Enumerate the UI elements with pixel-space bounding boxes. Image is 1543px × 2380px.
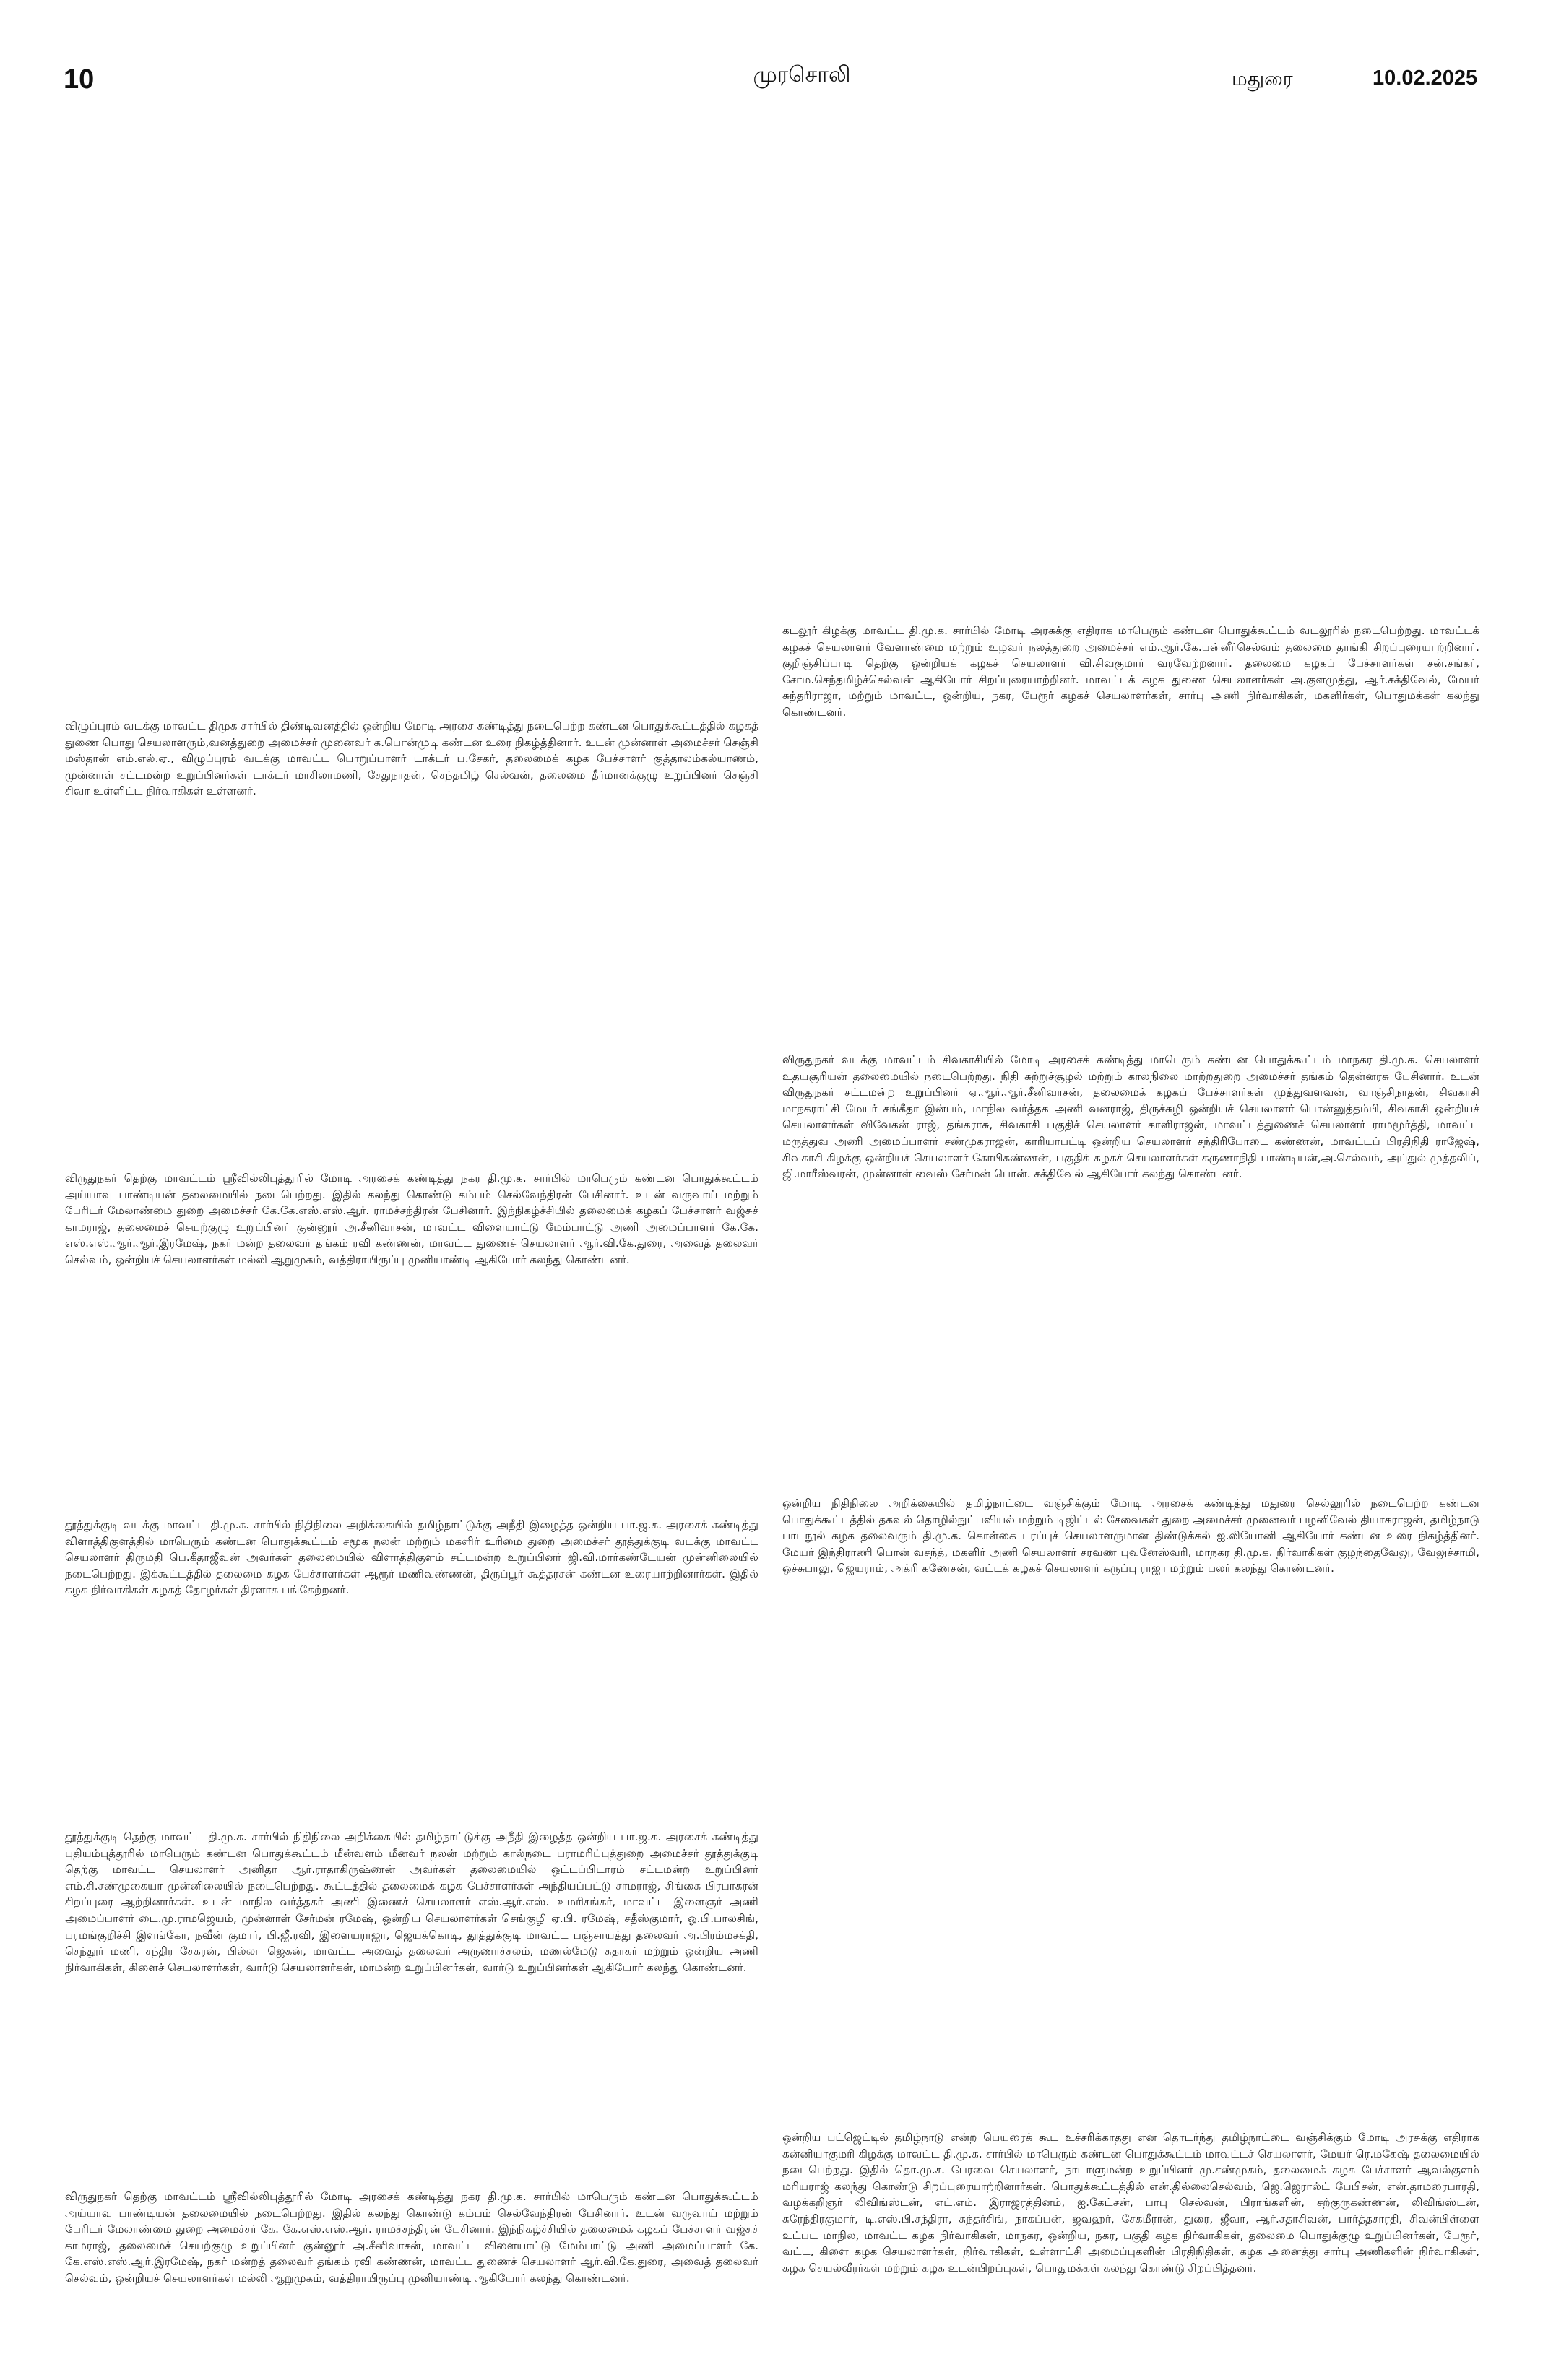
caption-virudhunagar-south-1: விருதுநகர் தெற்கு மாவட்டம் ஸ்ரீவில்லிபுத்தூரில் மோடி அரசைக் கண்டித்து நகர தி.மு.க. சார்பில் மாபெரும் கண்டன பொதுக்கூட்டம் அய்யாவு பாண்டியன் தலைமையில் நடைபெற்றது. இதில் கலந்து கொண்டு கம்பம் செல்வேந்திரன் பேசினார். உடன் வருவாய் மற்றும் பேரிடர் மேலாண்மை துறை அமைச்சர் கே.கே.எஸ்.எஸ்.ஆர். ராமச்சந்திரன் பேசினார். இந்நிகழ்ச்சியில் தலைமைக் கழகப் பேச்சாளர் வஜ்சுச் காமராஜ், தலைமைச் செயற்குழு உறுப்பினர் குன்னூர் அ.சீனிவாசன், மாவட்ட விளையாட்டு மேம்பாட்டு அணி அமைப்பாளர் கே.கே. எஸ்.எஸ்.ஆர்.ஆர்.இரமேஷ், நகர் மன்ற தலைவர் தங்கம் ரவி கண்ணன், மாவட்ட துணைச் செயலாளர் ஆர்.வி.கே.துரை, அவைத் தலைவர் செல்வம், ஒன்றியச் செயலாளர்கள் மல்லி ஆறுமுகம், வத்திராயிருப்பு முனியாண்டி ஆகியோர் கலந்து கொண்டனர். [65,1172,758,1266]
caption-cuddalore-east: கடலூர் கிழக்கு மாவட்ட தி.மு.க. சார்பில் மோடி அரசுக்கு எதிராக மாபெரும் கண்டன பொதுக்கூட்டம் வடலூரில் நடைபெற்றது. மாவட்டக் கழகச் செயலாளர் வேளாண்மை மற்றும் உழவர் நலத்துறை அமைச்சர் எம்.ஆர்.கே.பன்னீர்செல்வம் தலைமை தாங்கி சிறப்புரையாற்றினார். குறிஞ்சிப்பாடி தெற்கு ஒன்றியக் கழகச் செயலாளர் வி.சிவகுமார் வரவேற்றனார். தலைமை கழகப் பேச்சாளர்கள் சன்.சங்கர், சோம.செந்தமிழ்ச்செல்வன் ஆகியோர் சிறப்புரையாற்றினர். மாவட்டக் கழக துணை செயலாளர்கள் அ.குளமுத்து, ஆர்.சக்திவேல், மேயர் சுந்தரிராஜா, மற்றும் மாவட்ட, ஒன்றிய, நகர, பேரூர் கழகச் செயலாளர்கள், சார்பு அணி நிர்வாகிகள், மகளிர்கள், பொதுமக்கள் கலந்து கொண்டனர். [782,624,1479,719]
caption-virudhunagar-north: விருதுநகர் வடக்கு மாவட்டம் சிவகாசியில் மோடி அரசைக் கண்டித்து மாபெரும் கண்டன பொதுக்கூட்டம் மாநகர தி.மு.க. செயலாளர் உதயசூரியன் தலைமையில் நடைபெற்றது. நிதி சுற்றுச்சூழல் மற்றும் காலநிலை மாற்றதுறை அமைச்சர் தங்கம் தென்னரசு பேசினார். உடன் விருதுநகர் சட்டமன்ற உறுப்பினர் ஏ.ஆர்.ஆர்.சீனிவாசன், தலைமைக் கழகப் பேச்சாளர்கள் முத்துவளவன், வாஞ்சிநாதன், சிவகாசி மாநகராட்சி மேயர் சங்கீதா இன்பம், மாநில வர்த்தக அணி வனராஜ், திருச்சுழி ஒன்றியச் செயலாளர் பொன்னுத்தம்பி, சிவகாசி ஒன்றியச் செயலாளர்கள் விவேகன் ராஜ், தங்கராசு, சிவகாசி பகுதிச் செயலாளர் காளிராஜன், மாவட்டத்துணைச் செயலாளர் ராமமூர்த்தி, மாவட்ட மருத்துவ அணி அமைப்பாளர் சண்முகராஜன், காரியாபட்டி ஒன்றிய செயலாளர் சந்திரிபோடை கண்ணன், மாவட்டப் பிரதிநிதி ராஜேஷ், சிவகாசி கிழக்கு ஒன்றியச் செயலாளர் கோபிகண்ணன், பகுதிக் கழகச் செயலாளர்கள் கருணாநிதி பாண்டியன்,அ.செல்வம், அப்துல் முத்தலிப், ஜி.மாரீஸ்வரன், முன்னாள் வைஸ் சேர்மன் பொன். சக்திவேல் ஆகியோர் கலந்து கொண்டனர். [782,1053,1479,1181]
caption-virudhunagar-south-2: விருதுநகர் தெற்கு மாவட்டம் ஸ்ரீவில்லிபுத்தூரில் மோடி அரசைக் கண்டித்து நகர தி.மு.க. சார்பில் மாபெரும் கண்டன பொதுக்கூட்டம் அய்யாவு பாண்டியன் தலைமையில் நடைபெற்றது. இதில் கலந்து கொண்டு கம்பம் செல்வேந்திரன் பேசினார். உடன் வருவாய் மற்றும் பேரிடர் மேலாண்மை துறை அமைச்சர் கே. கே.எஸ்.எஸ்.ஆர். ராமச்சந்திரன் பேசினார். இந்நிகழ்ச்சியில் தலைமைக் கழகப் பேச்சாளர் வஜ்சுச் காமராஜ், தலைமைச் செயற்குழு உறுப்பினர் குன்னூர் அ.சீனிவாசன், மாவட்ட விளையாட்டு மேம்பாட்டு அணி அமைப்பாளர் கே. கே.எஸ்.எஸ்.ஆர்.இரமேஷ், நகர் மன்றத் தலைவர் தங்கம் ரவி கண்ணன், மாவட்ட துணைச் செயலாளர் ஆர்.வி.கே.துரை, அவைத் தலைவர் செல்வம், ஒன்றியச் செயலாளர்கள் மல்லி ஆறுமுகம், வத்திராயிருப்பு முனியாண்டி ஆகியோர் கலந்து கொண்டனர். [65,2190,758,2285]
page-number: 10 [64,64,95,95]
caption-villupuram-north: விழுப்புரம் வடக்கு மாவட்ட திமுக சார்பில் திண்டிவனத்தில் ஒன்றிய மோடி அரசை கண்டித்து நடைபெற்ற கண்டன பொதுக்கூட்டத்தில் கழகத் துணை பொது செயலாளரும்,வனத்துறை அமைச்சர் முனைவர் க.பொன்முடி கண்டன உரை நிகழ்த்தினார். உடன் முன்னாள் அமைச்சர் செஞ்சி மஸ்தான் எம்.எல்.ஏ., விழுப்புரம் வடக்கு மாவட்ட பொறுப்பாளர் டாக்டர் ப.சேகர், தலைமைக் கழக பேச்சாளர் குத்தாலம்கல்யாணம், முன்னாள் சட்டமன்ற உறுப்பினர்கள் டாக்டர் மாசிலாமணி, சேதுநாதன், செந்தமிழ் செல்வன், தலைமை தீர்மானக்குழு உறுப்பினர் செஞ்சி சிவா உள்ளிட்ட நிர்வாகிகள் உள்ளனர். [65,719,758,798]
edition-date: 10.02.2025 [1373,66,1478,90]
edition-city: மதுரை [1232,68,1293,90]
masthead: முரசொலி [753,62,851,87]
caption-kanyakumari-east: ஒன்றிய பட்ஜெட்டில் தமிழ்நாடு என்ற பெயரைக் கூட உச்சரிக்காதது என தொடர்ந்து தமிழ்நாட்டை வஞ்சிக்கும் மோடி அரசுக்கு எதிராக கன்னியாகுமரி கிழக்கு மாவட்ட தி.மு.க. சார்பில் மாபெரும் கண்டன பொதுக்கூட்டம் மாவட்டச் செயலாளர், மேயர் ரெ.மகேஷ் தலைமையில் நடைபெற்றது. இதில் தொ.மு.ச. பேரவை செயலாளர், நாடாளுமன்ற உறுப்பினர் மு.சண்முகம், தலைமைக் கழக பேச்சாளர் ஆவல்குளம் மரியராஜ் கலந்து கொண்டு சிறப்புரையாற்றினார்கள். பொதுக்கூட்டத்தில் என்.தில்லைசெல்வம், ஜெ.ஜெரால்ட் பேபிசன், என்.தாமரைபாரதி, வழக்கறிஞர் லிவிங்ஸ்டன், எட்.எம். இராஜரத்தினம், ஐ.கேட்சன், பாபு செல்வன், பிராங்களின், சற்குருகண்ணன், லிவிங்ஸ்டன், சுரேந்திரகுமார், டி.எஸ்.பி.சந்திரா, சுந்தர்சிங், நாகப்பன், ஜவஹர், சேகமீரான், துரை, ஜீவா, ஆர்.சதாசிவன், பார்த்தசாரதி, சிவன்பிள்ளை உட்பட மாநில, மாவட்ட கழக நிர்வாகிகள், மாநகர, ஒன்றிய, நகர, பகுதி கழக நிர்வாகிகள், தலைமை பொதுக்குழு உறுப்பினர்கள், பேரூர், வட்ட, கிளை கழக செயலாளர்கள், நிர்வாகிகள், உள்ளாட்சி அமைப்புகளின் பிரதிநிதிகள், கழக அனைத்து சார்பு அணிகளின் நிர்வாகிகள், கழக செயல்வீரர்கள் மற்றும் கழக உடன்பிறப்புகள், பொதுமக்கள் கலந்து கொண்டு சிறப்பித்தனர். [782,2131,1479,2275]
caption-thoothukudi-south: தூத்துக்குடி தெற்கு மாவட்ட தி.மு.க. சார்பில் நிதிநிலை அறிக்கையில் தமிழ்நாட்டுக்கு அநீதி இழைத்த ஒன்றிய பா.ஜ.க. அரசைக் கண்டித்து புதியம்புத்தூரில் மாபெரும் கண்டன பொதுக்கூட்டம் மீன்வளம் மீனவர் நலன் மற்றும் கால்நடை பராமரிப்புத்துறை அமைச்சர் தூத்துக்குடி தெற்கு மாவட்ட செயலாளர் அனிதா ஆர்.ராதாகிருஷ்ணன் அவர்கள் தலைமையில் ஒட்டப்பிடாரம் சட்டமன்ற உறுப்பினர் எம்.சி.சண்முகையா முன்னிலையில் நடைபெற்றது. கூட்டத்தில் தலைமைக் கழக பேச்சாளர்கள் அந்தியப்பட்டு சாமராஜ், சிங்கை பிரபாகரன் சிறப்புரை ஆற்றினார்கள். உடன் மாநில வர்த்தகர் அணி இணைச் செயலாளர் எஸ்.ஆர்.எஸ். உமரிசங்கர், மாவட்ட இளைஞர் அணி அமைப்பாளர் டை.மு.ராமஜெயம், முன்னாள் சேர்மன் ரமேஷ், ஒன்றிய செயலாளர்கள் செங்குழி ஏ.பி. ரமேஷ், சதீஸ்குமார், ஓ.பி.பாலசிங், பரமங்குறிச்சி இளங்கோ, நவீன் குமார், பி.ஜீ.ரவி, இளையராஜா, ஜெயக்கொடி, தூத்துக்குடி மாவட்ட பஞ்சாயத்து தலைவர் அ.பிரம்மசக்தி, செந்தூர் மணி, சந்திர சேகரன், பில்லா ஜெகன், மாவட்ட அவைத் தலைவர் அருணாச்சலம், மணல்மேடு சுதாகர் மற்றும் ஒன்றிய அணி நிர்வாகிகள், கிளைச் செயலாளர்கள், வார்டு செயலாளர்கள், மாமன்ற உறுப்பினர்கள், வார்டு உறுப்பினர்கள் ஆகியோர் கலந்து கொண்டனர். [65,1830,758,1974]
caption-madurai-sellur: ஒன்றிய நிதிநிலை அறிக்கையில் தமிழ்நாட்டை வஞ்சிக்கும் மோடி அரசைக் கண்டித்து மதுரை செல்லூரில் நடைபெற்ற கண்டன பொதுக்கூட்டத்தில் தகவல் தொழில்நுட்பவியல் மற்றும் டிஜிட்டல் சேவைகள் துறை அமைச்சர் முனைவர் பழனிவேல் தியாகராஜன், தமிழ்நாடு பாடநூல் கழக தலைவரும் தி.மு.க. கொள்கை பரப்புச் செயலாளருமான திண்டுக்கல் ஐ.லியோனி ஆகியோர் கண்டன உரை நிகழ்த்தினர். மேயர் இந்திராணி பொன் வசந்த், மகளிர் அணி செயலாளர் சரவண புவனேஸ்வரி, மாநகர தி.மு.க. நிர்வாகிகள் குழந்தைவேலு, வேலுச்சாமி, ஒச்சுபாலு, ஜெயராம், அக்ரி கணேசன், வட்டக் கழகச் செயலாளர் கருப்பு ராஜா மற்றும் பலர் கலந்து கொண்டனர். [782,1497,1479,1575]
caption-thoothukudi-north: தூத்துக்குடி வடக்கு மாவட்ட தி.மு.க. சார்பில் நிதிநிலை அறிக்கையில் தமிழ்நாட்டுக்கு அநீதி இழைத்த ஒன்றிய பா.ஜ.க. அரசைக் கண்டித்து விளாத்திகுளத்தில் மாபெரும் கண்டன பொதுக்கூட்டம் சமூக நலன் மற்றும் மகளிர் உரிமை துறை அமைச்சர் தூத்துக்குடி வடக்கு மாவட்ட செயலாளர் திருமதி பெ.கீதாஜீவன் அவர்கள் தலைமையில் விளாத்திகுளம் சட்டமன்ற உறுப்பினர் ஜி.வி.மார்கண்டேயன் முன்னிலையில் நடைபெற்றது. இக்கூட்டத்தில் தலைமை கழக பேச்சாளர்கள் ஆரூர் மணிவண்ணன், திருப்பூர் கூத்தரசன் கண்டன உரையாற்றினார்கள். இதில் கழக நிர்வாகிகள் கழகத் தோழர்கள் திரளாக பங்கேற்றனர். [65,1518,758,1597]
